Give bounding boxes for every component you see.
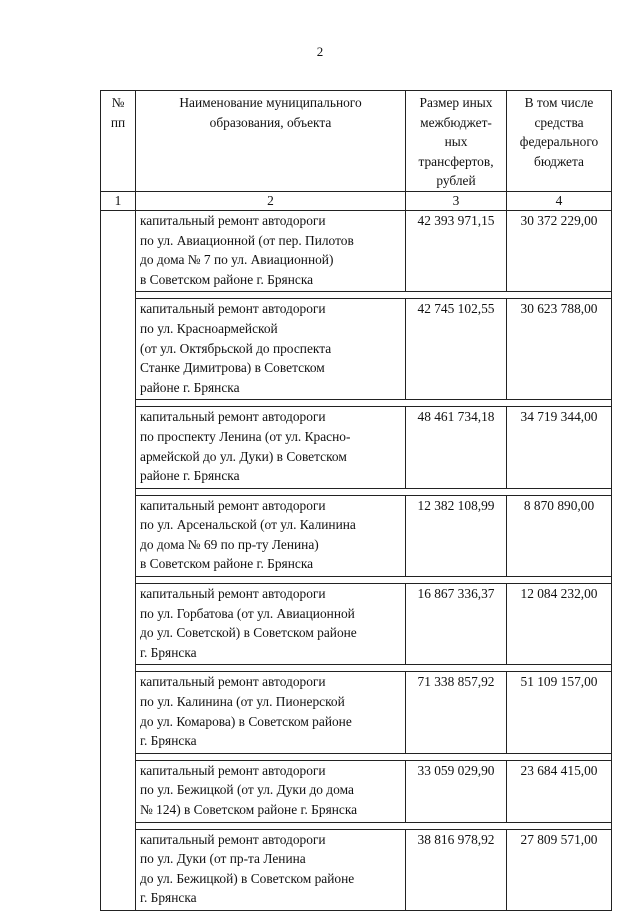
header-line: трансфертов, — [418, 153, 494, 169]
object-name-line: капитальный ремонт автодороги — [140, 831, 326, 847]
object-name-line: по ул. Дуки (от пр-та Ленина — [140, 851, 306, 867]
row-gap — [101, 822, 612, 829]
header-line: рублей — [436, 173, 476, 189]
header-line: ных — [444, 134, 468, 150]
row-gap — [101, 753, 612, 760]
federal-amount: 30 372 229,00 — [507, 210, 612, 291]
row-index-cell — [101, 210, 136, 291]
table-row — [101, 495, 612, 576]
column-number: 4 — [507, 191, 612, 210]
object-name-line: № 124) в Советском районе г. Брянска — [140, 802, 358, 817]
object-name-line: по ул. Арсенальской (от ул. Калинина — [140, 517, 356, 533]
object-name-line: капитальный ремонт автодороги — [140, 409, 326, 425]
page-number: 2 — [316, 44, 324, 59]
federal-amount: 30 623 788,00 — [507, 299, 612, 400]
column-number: 1 — [101, 191, 136, 210]
table-row — [101, 672, 612, 753]
row-gap — [101, 577, 612, 584]
object-name-line: капитальный ремонт автодороги — [140, 212, 326, 228]
object-name-line: г. Брянска — [140, 890, 197, 906]
transfer-amount: 42 393 971,15 — [406, 210, 507, 291]
object-name-line: по ул. Горбатова (от ул. Авиационной — [140, 605, 355, 621]
row-index-cell — [101, 829, 136, 910]
column-number: 3 — [406, 191, 507, 210]
row-gap — [101, 488, 612, 495]
header-line: № — [111, 95, 125, 110]
table-row — [101, 210, 612, 291]
header-name — [136, 91, 406, 192]
table-row — [101, 407, 612, 488]
object-name-line: по проспекту Ленина (от ул. Красно- — [140, 428, 351, 444]
header-line: Размер иных — [419, 95, 493, 110]
object-name — [136, 495, 406, 576]
object-name-line: капитальный ремонт автодороги — [140, 674, 326, 690]
row-index-cell — [101, 495, 136, 576]
object-name — [136, 829, 406, 910]
table-row — [101, 829, 612, 910]
object-name — [136, 407, 406, 488]
row-index-cell — [101, 299, 136, 400]
object-name — [136, 760, 406, 822]
header-line: В том числе — [524, 95, 594, 110]
header-line: бюджета — [534, 153, 584, 169]
federal-amount: 12 084 232,00 — [507, 584, 612, 665]
federal-amount: 27 809 571,00 — [507, 829, 612, 910]
transfer-amount: 42 745 102,55 — [406, 299, 507, 400]
transfer-amount: 12 382 108,99 — [406, 495, 507, 576]
object-name — [136, 210, 406, 291]
object-name-line: в Советском районе г. Брянска — [140, 271, 314, 287]
transfer-amount: 71 338 857,92 — [406, 672, 507, 753]
object-name-line: районе г. Брянска — [140, 379, 240, 395]
table-row — [101, 584, 612, 665]
header-transfer — [406, 91, 507, 192]
federal-amount: 23 684 415,00 — [507, 760, 612, 822]
object-name-line: в Советском районе г. Брянска — [140, 556, 314, 572]
header-line: межбюджет- — [420, 114, 492, 130]
object-name-line: до ул. Бежицкой) в Советском районе — [140, 870, 355, 886]
object-name-line: г. Брянска — [140, 644, 197, 660]
column-number-row — [101, 191, 612, 210]
header-number — [101, 91, 136, 192]
object-name-line: капитальный ремонт автодороги — [140, 497, 326, 513]
row-index-cell — [101, 760, 136, 822]
header-line: пп — [110, 114, 126, 130]
object-name-line: по ул. Красноармейской — [140, 320, 278, 336]
object-name-line: до ул. Комарова) в Советском районе — [140, 713, 352, 729]
federal-amount: 34 719 344,00 — [507, 407, 612, 488]
transfers-table — [100, 90, 612, 911]
header-line: Наименование муниципального — [179, 95, 362, 110]
transfer-amount: 33 059 029,90 — [406, 760, 507, 822]
row-gap — [101, 292, 612, 299]
column-number: 2 — [136, 191, 406, 210]
object-name-line: капитальный ремонт автодороги — [140, 586, 326, 602]
object-name-line: до дома № 7 по ул. Авиационной) — [140, 252, 334, 268]
row-index-cell — [101, 407, 136, 488]
transfer-amount: 48 461 734,18 — [406, 407, 507, 488]
object-name — [136, 299, 406, 400]
object-name-line: до ул. Советской) в Советском районе — [140, 625, 357, 641]
header-line: образования, объекта — [209, 114, 332, 130]
federal-amount: 8 870 890,00 — [507, 495, 612, 576]
header-federal — [507, 91, 612, 192]
object-name-line: по ул. Калинина (от ул. Пионерской — [140, 694, 345, 710]
header-line: средства — [534, 114, 584, 130]
row-gap — [101, 400, 612, 407]
object-name — [136, 584, 406, 665]
row-index-cell — [101, 672, 136, 753]
transfer-amount: 38 816 978,92 — [406, 829, 507, 910]
object-name — [136, 672, 406, 753]
object-name-line: армейской до ул. Дуки) в Советском — [140, 448, 347, 464]
transfer-amount: 16 867 336,37 — [406, 584, 507, 665]
header-line: федерального — [519, 134, 599, 150]
object-name-line: по ул. Авиационной (от пер. Пилотов — [140, 232, 354, 248]
object-name-line: районе г. Брянска — [140, 468, 240, 484]
object-name-line: по ул. Бежицкой (от ул. Дуки до дома — [140, 782, 354, 798]
object-name-line: капитальный ремонт автодороги — [140, 762, 326, 778]
row-index-cell — [101, 584, 136, 665]
header-row — [101, 91, 612, 192]
object-name-line: капитальный ремонт автодороги — [140, 301, 326, 317]
object-name-line: до дома № 69 по пр-ту Ленина) — [140, 536, 319, 552]
row-gap — [101, 665, 612, 672]
table-row — [101, 760, 612, 822]
object-name-line: Станке Димитрова) в Советском — [140, 360, 325, 376]
table-row — [101, 299, 612, 400]
federal-amount: 51 109 157,00 — [507, 672, 612, 753]
object-name-line: (от ул. Октябрьской до проспекта — [140, 340, 332, 356]
object-name-line: г. Брянска — [140, 733, 197, 749]
